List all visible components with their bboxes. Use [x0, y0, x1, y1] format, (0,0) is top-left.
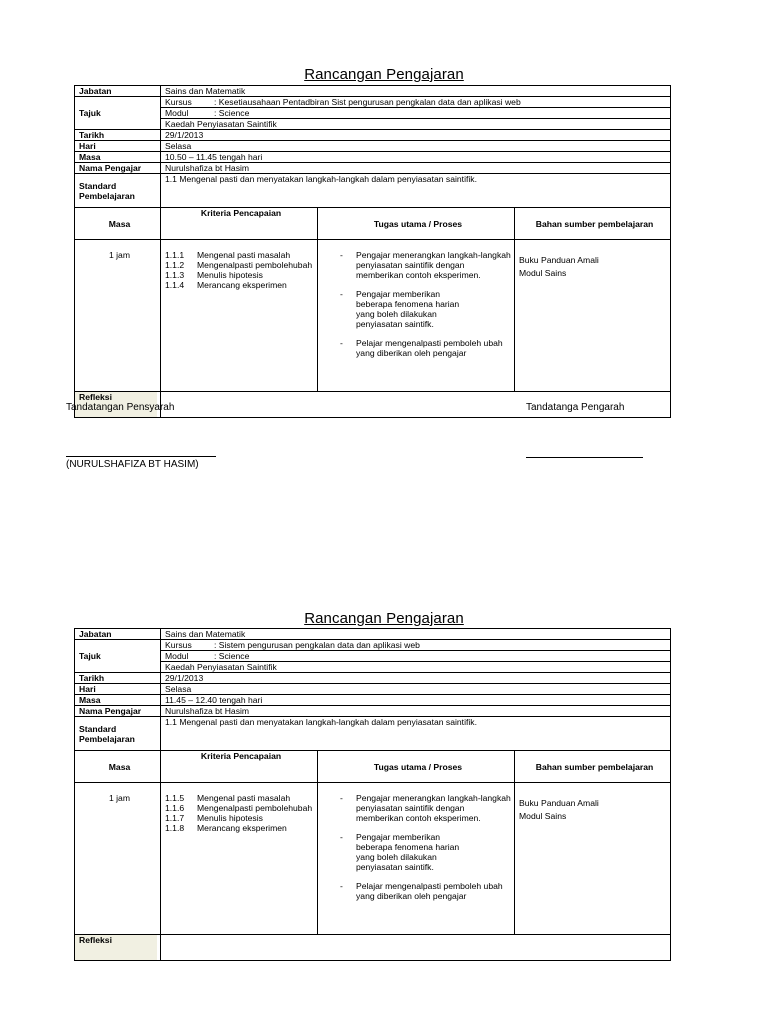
criteria-text: Menulis hipotesis — [197, 270, 263, 280]
kursus-value: : Kesetiausahaan Pentadbiran Sist pengurusan pengkalan data dan aplikasi web — [214, 97, 521, 107]
kursus-row — [161, 97, 671, 108]
modul-key: Modul — [165, 651, 189, 661]
masa-value: 10.50 – 11.45 tengah hari — [161, 152, 671, 163]
header-masa: Masa — [75, 208, 161, 240]
duration-cell: 1 jam — [75, 783, 161, 935]
refleksi-label: Refleksi — [75, 392, 157, 417]
task-dash: - — [340, 881, 343, 891]
source-item: Buku Panduan Amali — [519, 255, 599, 265]
standard-label-line1: Standard — [79, 723, 117, 734]
criteria-item — [165, 280, 317, 290]
source-item: Modul Sains — [519, 811, 567, 821]
kursus-row — [161, 640, 671, 651]
criteria-num: 1.1.1 — [165, 250, 185, 260]
task-text: Pelajar mengenalpasti pemboleh ubah yang diberikan oleh pengajar — [356, 881, 503, 901]
criteria-item — [165, 823, 317, 833]
modul-row — [161, 651, 671, 662]
task-text: Pengajar memberikan beberapa fenomena harian yang boleh dilakukan penyiasatan saintifk. — [356, 832, 460, 872]
nama-pengajar-value: Nurulshafiza bt Hasim — [161, 163, 671, 174]
jabatan-label: Jabatan — [75, 629, 161, 640]
criteria-num: 1.1.8 — [165, 823, 185, 833]
task-item — [322, 793, 514, 823]
task-dash: - — [340, 289, 343, 299]
refleksi-label: Refleksi — [75, 935, 157, 960]
sources-cell — [515, 783, 671, 935]
criteria-num: 1.1.7 — [165, 813, 185, 823]
criteria-text: Mengenalpasti pembolehubah — [197, 803, 313, 813]
header-tugas: Tugas utama / Proses — [318, 751, 515, 783]
criteria-cell — [161, 783, 318, 935]
criteria-text: Merancang eksperimen — [197, 823, 287, 833]
source-item: Buku Panduan Amali — [519, 798, 599, 808]
modul-row — [161, 108, 671, 119]
task-text: Pengajar menerangkan langkah-langkah penyiasatan saintifik dengan memberikan contoh eksperimen. — [356, 250, 511, 280]
tajuk-label: Tajuk — [75, 640, 161, 673]
hari-value: Selasa — [161, 141, 671, 152]
task-item — [322, 250, 514, 280]
criteria-num: 1.1.6 — [165, 803, 185, 813]
tarikh-value: 29/1/2013 — [161, 673, 671, 684]
jabatan-label: Jabatan — [75, 86, 161, 97]
masa-value: 11.45 – 12.40 tengah hari — [161, 695, 671, 706]
kursus-value: : Sistem pengurusan pengkalan data dan aplikasi web — [214, 640, 420, 650]
task-dash: - — [340, 793, 343, 803]
kaedah-value: Kaedah Penyiasatan Saintifik — [161, 662, 671, 673]
header-bahan: Bahan sumber pembelajaran — [515, 751, 671, 783]
kursus-key: Kursus — [165, 97, 192, 107]
nama-pengajar-label: Nama Pengajar — [75, 706, 161, 717]
task-text: Pengajar memberikan beberapa fenomena harian yang boleh dilakukan penyiasatan saintifk. — [356, 289, 460, 329]
header-masa: Masa — [75, 751, 161, 783]
task-item — [322, 338, 514, 358]
lesson-plan-table — [74, 85, 671, 418]
plan-title: Rancangan Pengajaran — [304, 610, 464, 627]
signature-right-label: Tandatanga Pengarah — [526, 402, 625, 413]
signature-right-line — [526, 457, 643, 458]
standard-label — [75, 174, 161, 208]
tasks-cell — [318, 240, 515, 392]
tarikh-label: Tarikh — [75, 130, 161, 141]
header-bahan: Bahan sumber pembelajaran — [515, 208, 671, 240]
criteria-num: 1.1.5 — [165, 793, 185, 803]
refleksi-input[interactable] — [161, 935, 671, 961]
task-dash: - — [340, 832, 343, 842]
tajuk-label: Tajuk — [75, 97, 161, 130]
standard-value: 1.1 Mengenal pasti dan menyatakan langkah-langkah dalam penyiasatan saintifik. — [161, 174, 671, 208]
criteria-text: Menulis hipotesis — [197, 813, 263, 823]
criteria-item — [165, 270, 317, 280]
criteria-item — [165, 813, 317, 823]
criteria-text: Mengenal pasti masalah — [197, 793, 291, 803]
hari-value: Selasa — [161, 684, 671, 695]
duration-cell: 1 jam — [75, 240, 161, 392]
jabatan-value: Sains dan Matematik — [161, 86, 671, 97]
sources-cell — [515, 240, 671, 392]
kursus-key: Kursus — [165, 640, 192, 650]
signature-left-label: Tandatangan Pensyarah — [66, 402, 175, 413]
criteria-cell — [161, 240, 318, 392]
modul-key: Modul — [165, 108, 189, 118]
refleksi-label-cell — [75, 935, 161, 961]
tarikh-label: Tarikh — [75, 673, 161, 684]
modul-value: : Science — [214, 108, 250, 118]
standard-label-line2: Pembelajaran — [79, 733, 135, 744]
criteria-item — [165, 793, 317, 803]
nama-pengajar-value: Nurulshafiza bt Hasim — [161, 706, 671, 717]
criteria-item — [165, 250, 317, 260]
criteria-item — [165, 803, 317, 813]
criteria-num: 1.1.3 — [165, 270, 185, 280]
criteria-num: 1.1.4 — [165, 280, 185, 290]
header-tugas: Tugas utama / Proses — [318, 208, 515, 240]
standard-label — [75, 717, 161, 751]
criteria-text: Merancang eksperimen — [197, 280, 287, 290]
tasks-cell — [318, 783, 515, 935]
task-item — [322, 289, 514, 329]
criteria-item — [165, 260, 317, 270]
signature-left-name: (NURULSHAFIZA BT HASIM) — [66, 459, 199, 470]
tarikh-value: 29/1/2013 — [161, 130, 671, 141]
hari-label: Hari — [75, 141, 161, 152]
task-text: Pelajar mengenalpasti pemboleh ubah yang diberikan oleh pengajar — [356, 338, 503, 358]
jabatan-value: Sains dan Matematik — [161, 629, 671, 640]
standard-label-line2: Pembelajaran — [79, 190, 135, 201]
hari-label: Hari — [75, 684, 161, 695]
header-kriteria: Kriteria Pencapaian — [161, 751, 318, 783]
masa-label: Masa — [75, 695, 161, 706]
task-dash: - — [340, 250, 343, 260]
task-item — [322, 832, 514, 872]
criteria-text: Mengenalpasti pembolehubah — [197, 260, 313, 270]
criteria-text: Mengenal pasti masalah — [197, 250, 291, 260]
lesson-plan-table — [74, 628, 671, 961]
standard-label-line1: Standard — [79, 180, 117, 191]
modul-value: : Science — [214, 651, 250, 661]
header-kriteria: Kriteria Pencapaian — [161, 208, 318, 240]
task-dash: - — [340, 338, 343, 348]
signature-left-line — [66, 456, 216, 457]
masa-label: Masa — [75, 152, 161, 163]
plan-title: Rancangan Pengajaran — [304, 66, 464, 83]
task-item — [322, 881, 514, 901]
kaedah-value: Kaedah Penyiasatan Saintifik — [161, 119, 671, 130]
source-item: Modul Sains — [519, 268, 567, 278]
criteria-num: 1.1.2 — [165, 260, 185, 270]
standard-value: 1.1 Mengenal pasti dan menyatakan langkah-langkah dalam penyiasatan saintifik. — [161, 717, 671, 751]
nama-pengajar-label: Nama Pengajar — [75, 163, 161, 174]
task-text: Pengajar menerangkan langkah-langkah penyiasatan saintifik dengan memberikan contoh eksperimen. — [356, 793, 511, 823]
